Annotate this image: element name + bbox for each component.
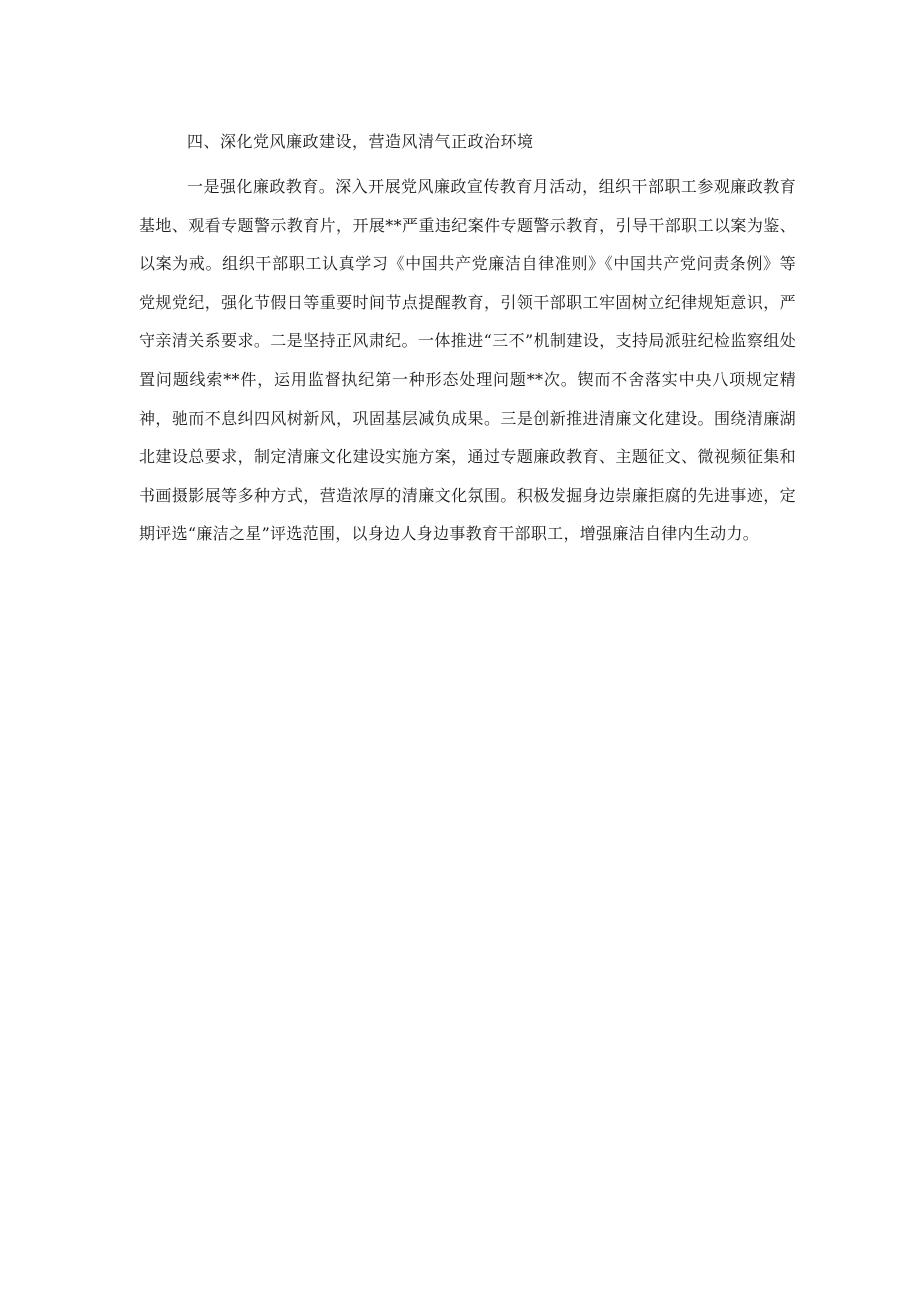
body-paragraph: 一是强化廉政教育。深入开展党风廉政宣传教育月活动，组织干部职工参观廉政教育基地、观看专题警示教育片，开展**严重违纪案件专题警示教育，引导干部职工以案为鉴、以案为戒。组织干部职工认真学习《中国共产党廉洁自律准则》《中国共产党问责条例》等党规党纪，强化节假日等重要时间节点提醒教育，引领干部职工牢固树立纪律规矩意识，严守亲清关系要求。二是坚持正风肃纪。一体推进“三不”机制建设，支持局派驻纪检监察组处置问题线索**件，运用监督执纪第一种形态处理问题**次。锲而不舍落实中央八项规定精神，驰而不息纠四风树新风，巩固基层减负成果。三是创新推进清廉文化建设。围绕清廉湖北建设总要求，制定清廉文化建设实施方案，通过专题廉政教育、主题征文、微视频征集和书画摄影展等多种方式，营造浓厚的清廉文化氛围。积极发掘身边崇廉拒腐的先进事迹，定期评选“廉洁之星”评选范围，以身边人身边事教育干部职工，增强廉洁自律内生动力。 <box>139 177 796 544</box>
section-heading: 四、深化党风廉政建设，营造风清气正政治环境 <box>187 132 534 151</box>
document-content <box>139 126 796 554</box>
